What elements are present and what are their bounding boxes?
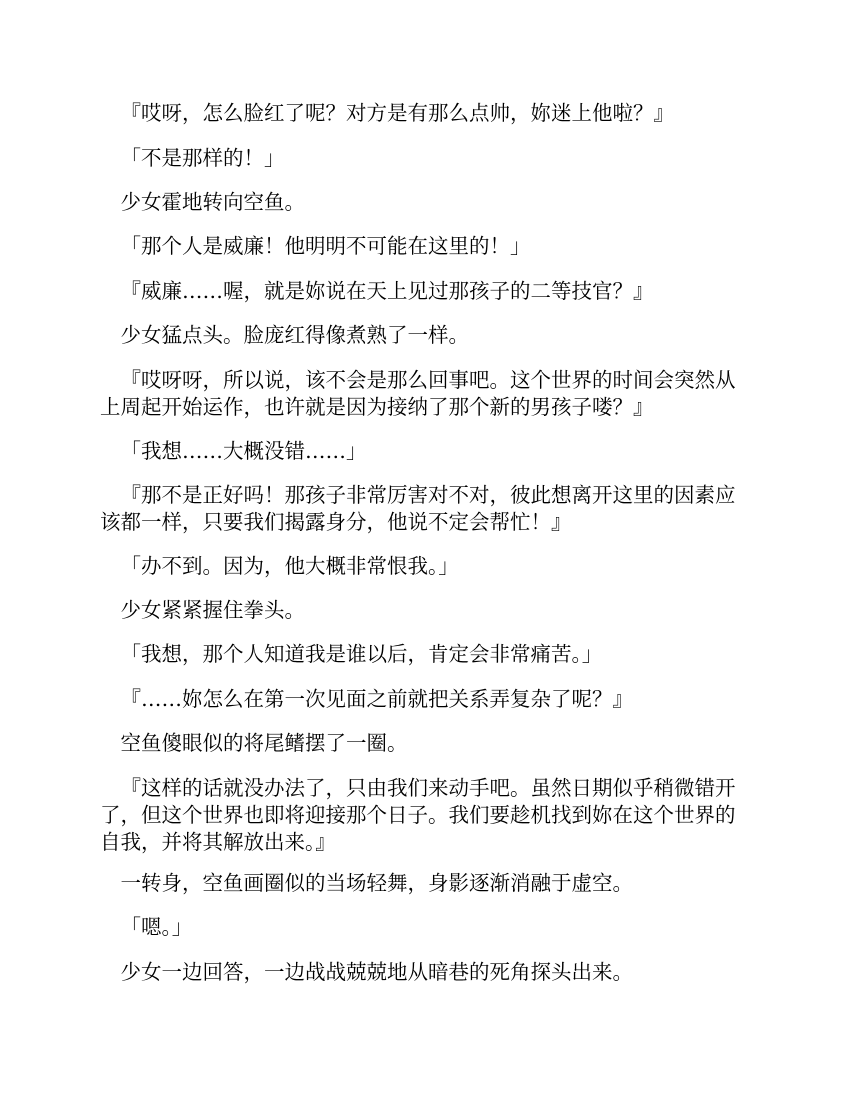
paragraph: 「嗯。」 bbox=[120, 915, 193, 939]
paragraph: 「办不到。因为，他大概非常恨我。」 bbox=[120, 554, 459, 578]
paragraph: 『……妳怎么在第一次见面之前就把关系弄复杂了呢？』 bbox=[120, 687, 633, 711]
paragraph: 『这样的话就没办法了，只由我们来动手吧。虽然日期似乎稍微错开了，但这个世界也即将迎接那个日子。我们要趁机找到妳在这个世界的自我，并将其解放出来。』 bbox=[100, 776, 736, 854]
paragraph: 「那个人是威廉！他明明不可能在这里的！」 bbox=[120, 234, 531, 258]
paragraph: 『那不是正好吗！那孩子非常厉害对不对，彼此想离开这里的因素应该都一样，只要我们揭露身分，他说不定会帮忙！』 bbox=[100, 483, 736, 534]
paragraph: 少女霍地转向空鱼。 bbox=[120, 190, 305, 214]
paragraph: 一转身，空鱼画圈似的当场轻舞，身影逐渐消融于虚空。 bbox=[120, 871, 633, 895]
paragraph: 少女紧紧握住拳头。 bbox=[120, 598, 305, 622]
paragraph: 「不是那样的！」 bbox=[120, 146, 285, 170]
paragraph: 少女一边回答，一边战战兢兢地从暗巷的死角探头出来。 bbox=[120, 960, 633, 984]
paragraph: 『威廉……喔，就是妳说在天上见过那孩子的二等技官？』 bbox=[120, 279, 654, 303]
paragraph: 「我想……大概没错……」 bbox=[120, 439, 367, 463]
paragraph: 『哎呀呀，所以说，该不会是那么回事吧。这个世界的时间会突然从上周起开始运作，也许就是因为接纳了那个新的男孩子喽？』 bbox=[100, 368, 736, 419]
paragraph: 『哎呀，怎么脸红了呢？对方是有那么点帅，妳迷上他啦？』 bbox=[120, 101, 674, 125]
paragraph: 少女猛点头。脸庞红得像煮熟了一样。 bbox=[120, 323, 469, 347]
paragraph: 「我想，那个人知道我是谁以后，肯定会非常痛苦。」 bbox=[120, 642, 603, 666]
paragraph: 空鱼傻眼似的将尾鳍摆了一圈。 bbox=[120, 731, 408, 755]
